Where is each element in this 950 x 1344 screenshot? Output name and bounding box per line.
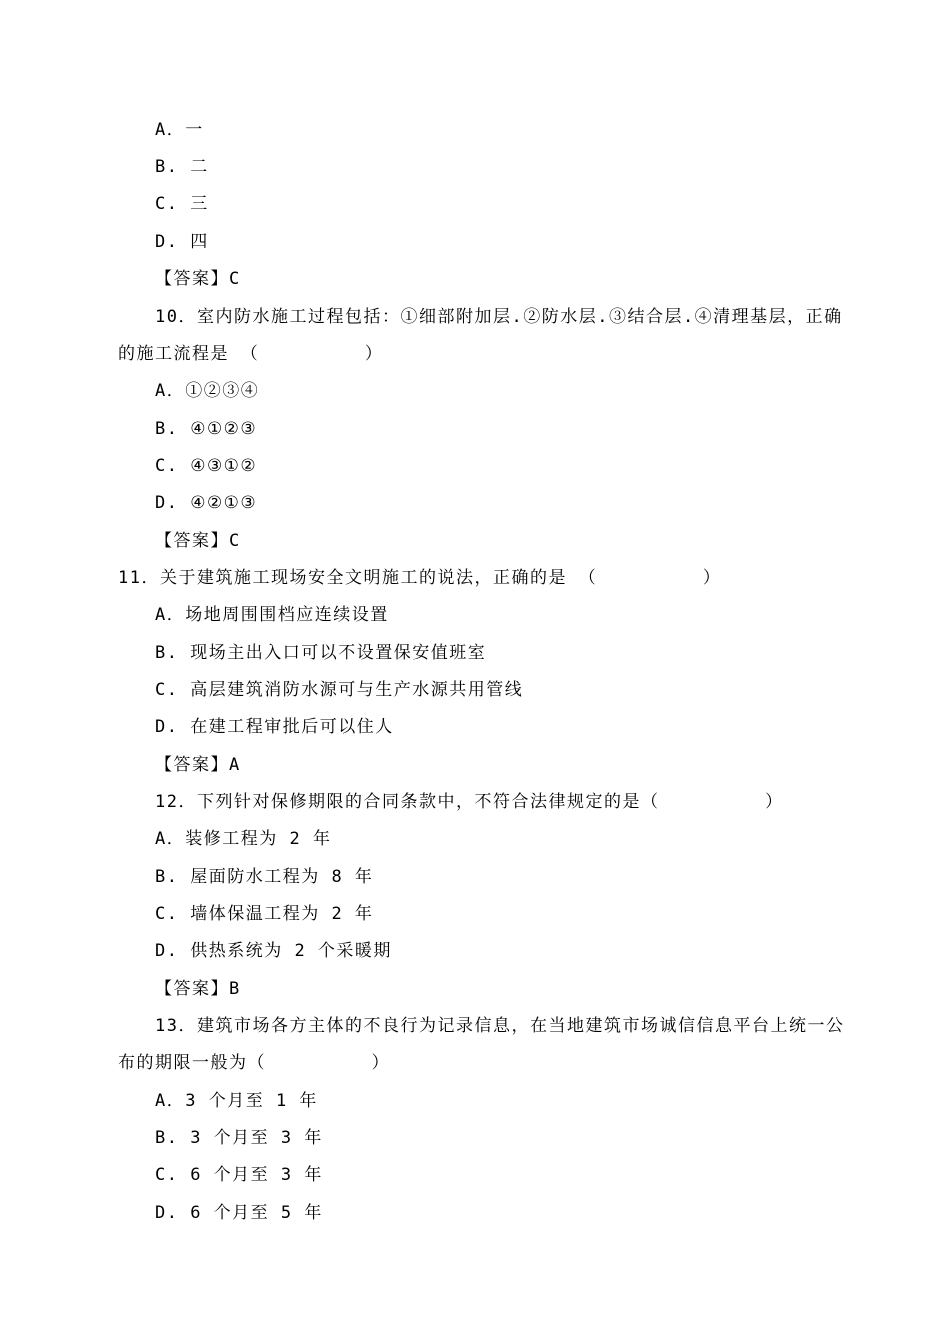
q13-stem-line2: 布的期限一般为（ ） bbox=[118, 1053, 391, 1073]
q13-option-d: D. 6 个月至 5 年 bbox=[155, 1203, 323, 1223]
q10-option-d: D. ④②①③ bbox=[155, 493, 258, 513]
q12-option-a: A．装修工程为 2 年 bbox=[155, 829, 332, 849]
q10-option-b: B. ④①②③ bbox=[155, 419, 258, 439]
q12-stem: 12．下列针对保修期限的合同条款中，不符合法律规定的是（ ） bbox=[155, 792, 784, 812]
q11-option-b: B. 现场主出入口可以不设置保安值班室 bbox=[155, 643, 487, 663]
q13-option-b: B. 3 个月至 3 年 bbox=[155, 1128, 323, 1148]
q9-option-b: B. 二 bbox=[155, 157, 209, 177]
q9-option-d: D. 四 bbox=[155, 232, 209, 252]
q11-option-d: D. 在建工程审批后可以住人 bbox=[155, 717, 394, 737]
q13-option-c: C. 6 个月至 3 年 bbox=[155, 1165, 323, 1185]
q11-stem: 11．关于建筑施工现场安全文明施工的说法，正确的是 （ ） bbox=[118, 568, 722, 588]
q9-option-a: A．一 bbox=[155, 120, 204, 140]
q10-stem-line1: 10．室内防水施工过程包括：①细部附加层.②防水层.③结合层.④清理基层，正确 bbox=[155, 307, 843, 327]
q11-answer: 【答案】A bbox=[155, 755, 241, 775]
q13-option-a: A．3 个月至 1 年 bbox=[155, 1091, 318, 1111]
q10-option-a: A．①②③④ bbox=[155, 381, 260, 401]
q11-option-a: A．场地周围围档应连续设置 bbox=[155, 605, 389, 625]
q11-option-c: C. 高层建筑消防水源可与生产水源共用管线 bbox=[155, 680, 524, 700]
q10-option-c: C. ④③①② bbox=[155, 456, 258, 476]
q9-option-c: C. 三 bbox=[155, 194, 209, 214]
q13-stem-line1: 13．建筑市场各方主体的不良行为记录信息，在当地建筑市场诚信信息平台上统一公 bbox=[155, 1016, 845, 1036]
q10-answer: 【答案】C bbox=[155, 531, 241, 551]
q12-option-c: C. 墙体保温工程为 2 年 bbox=[155, 904, 374, 924]
q12-option-d: D. 供热系统为 2 个采暖期 bbox=[155, 941, 392, 961]
q9-answer: 【答案】C bbox=[155, 269, 241, 289]
q12-answer: 【答案】B bbox=[155, 979, 241, 999]
q12-option-b: B. 屋面防水工程为 8 年 bbox=[155, 867, 374, 887]
q10-stem-line2: 的施工流程是 （ ） bbox=[118, 344, 384, 364]
